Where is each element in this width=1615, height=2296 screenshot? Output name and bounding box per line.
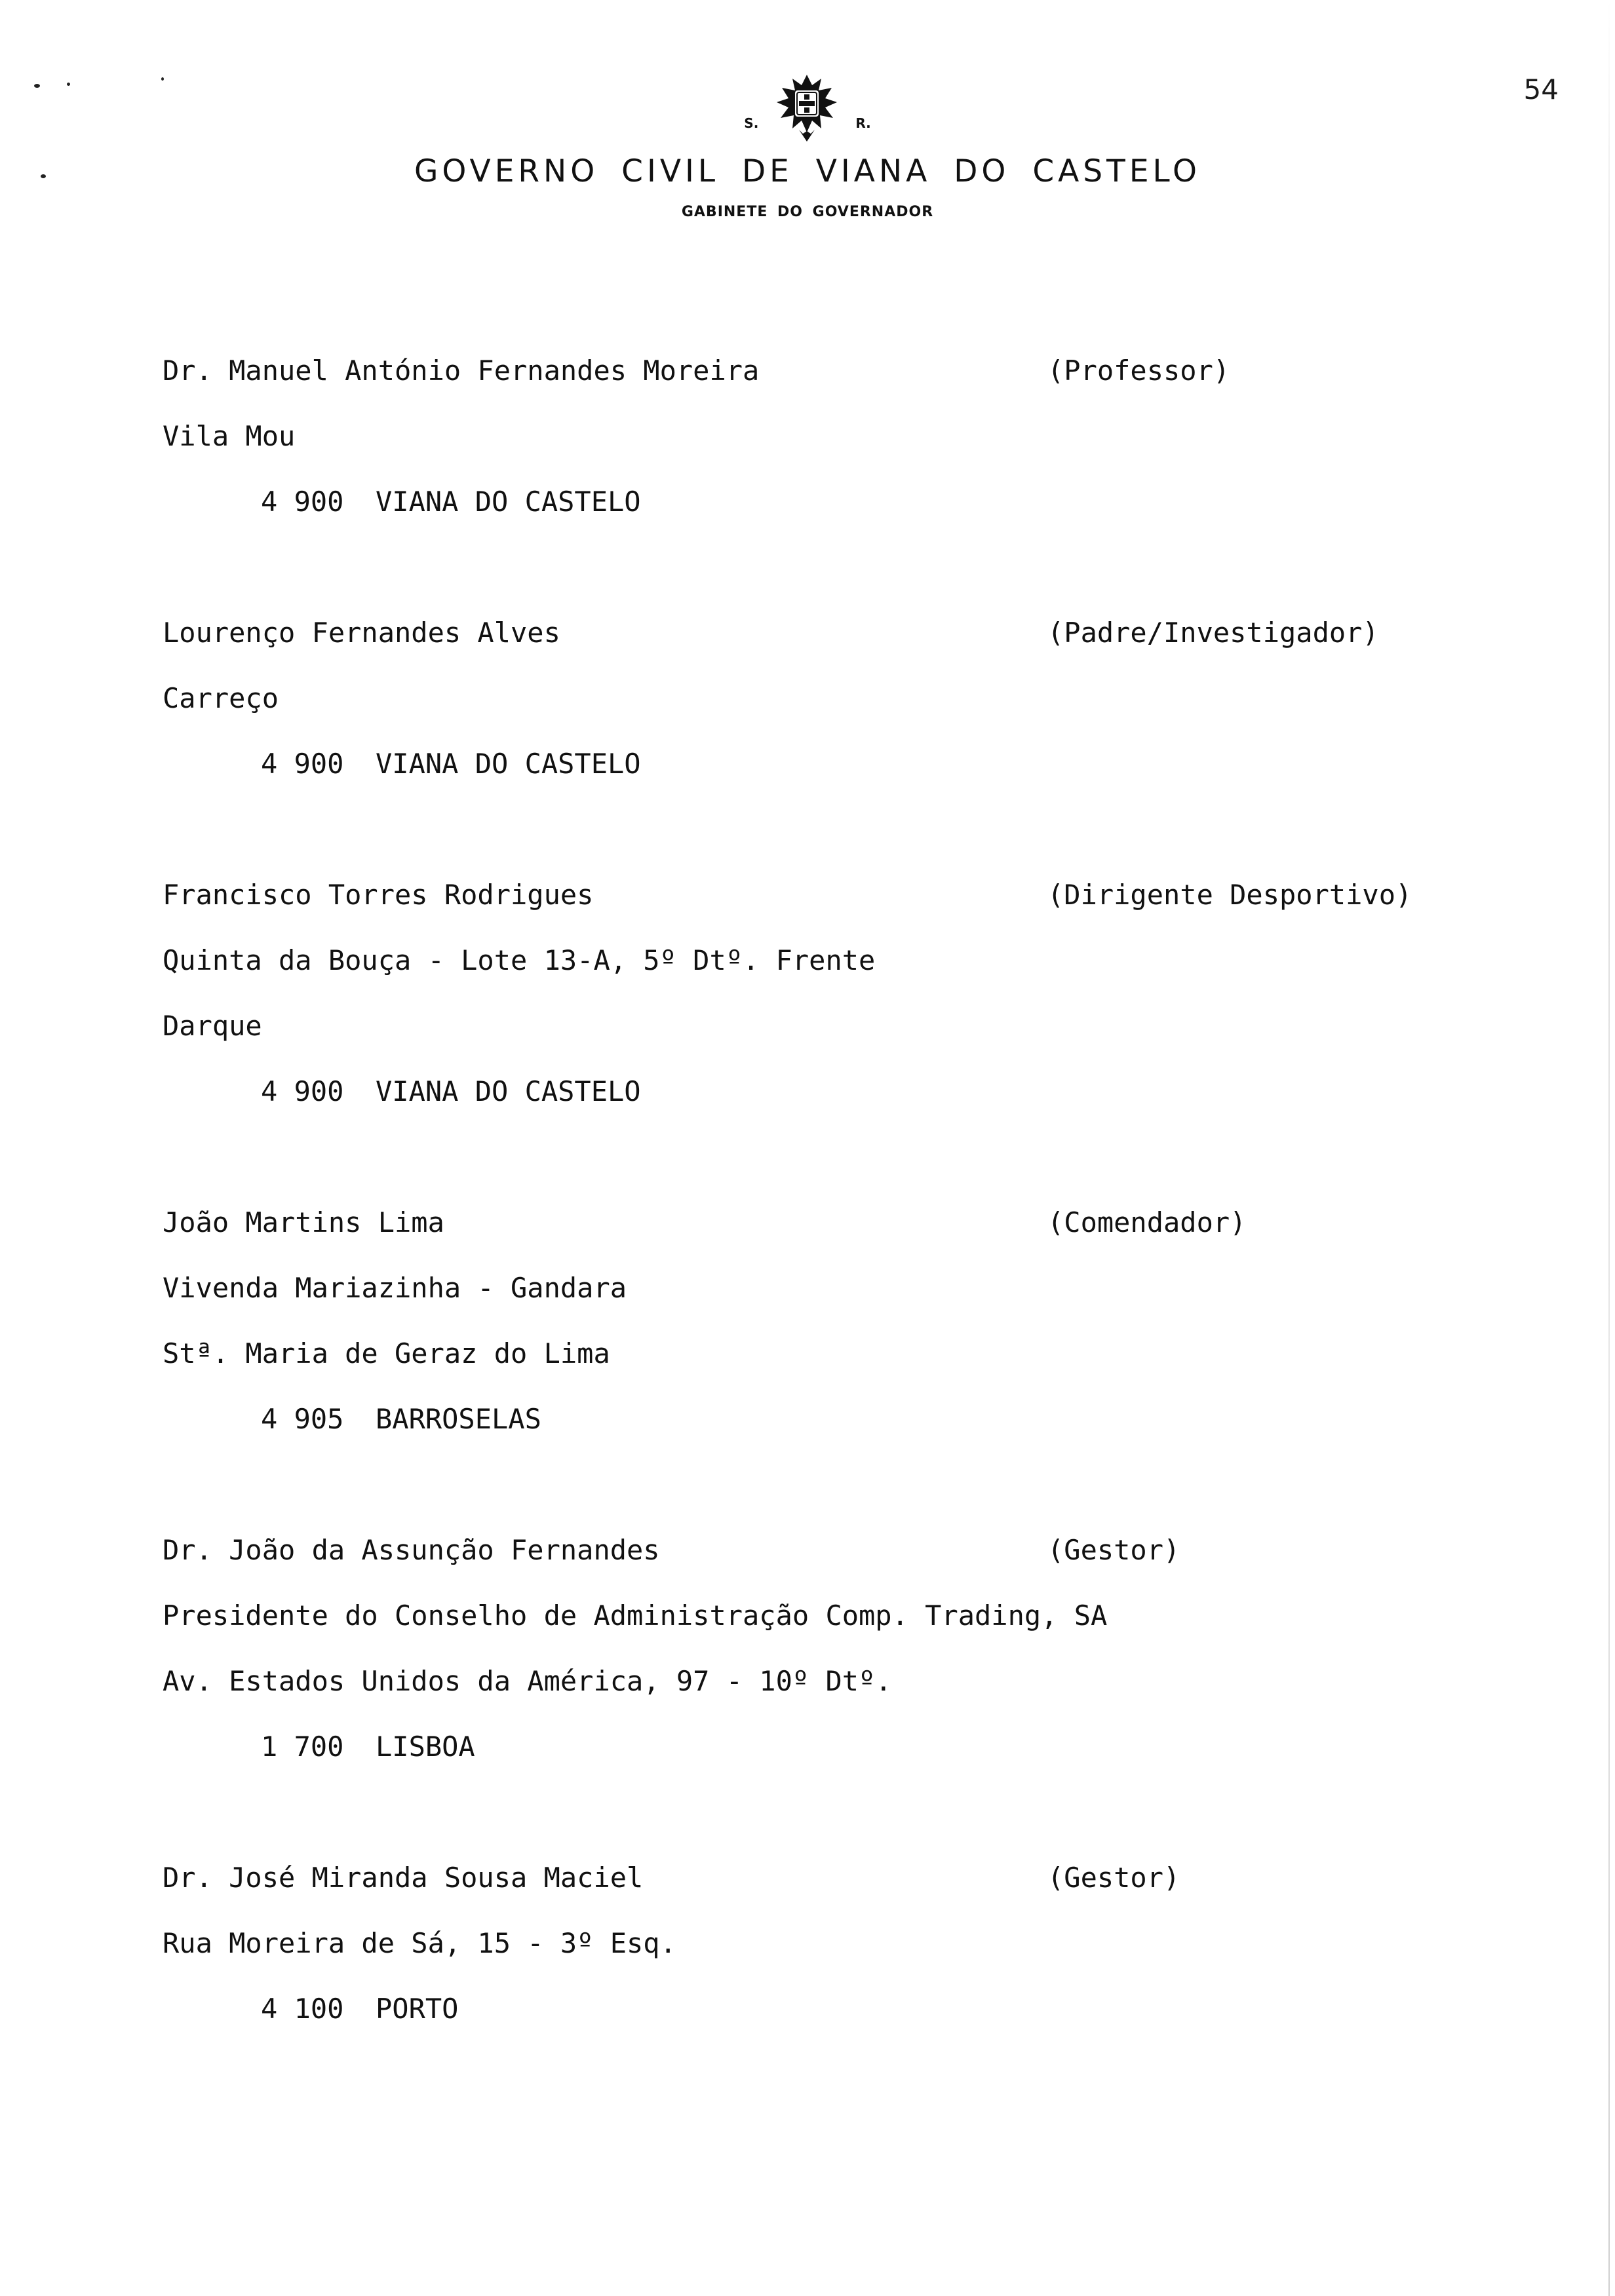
coat-of-arms-icon <box>773 72 841 144</box>
address-line: Vivenda Mariazinha - Gandara <box>163 1272 627 1304</box>
postal-code: 4 900 <box>261 748 344 780</box>
address-entry <box>163 351 1473 548</box>
person-name: Lourenço Fernandes Alves <box>163 617 560 649</box>
city: VIANA DO CASTELO <box>376 748 641 780</box>
address-line: Stª. Maria de Geraz do Lima <box>163 1337 610 1369</box>
city: PORTO <box>376 1993 459 2025</box>
person-role: (Dirigente Desportivo) <box>1047 879 1412 911</box>
person-role: (Gestor) <box>1047 1862 1180 1894</box>
postal-line <box>163 1727 1473 1793</box>
address-entry <box>163 875 1473 1138</box>
entry-header <box>163 1203 1473 1269</box>
person-name: Francisco Torres Rodrigues <box>163 879 594 911</box>
postal-line <box>163 1072 1473 1138</box>
postal-code: 4 905 <box>261 1403 344 1435</box>
city: LISBOA <box>376 1731 475 1763</box>
entry-header <box>163 351 1473 417</box>
city: VIANA DO CASTELO <box>376 1075 641 1107</box>
person-name: Dr. João da Assunção Fernandes <box>163 1534 660 1566</box>
address-entry <box>163 613 1473 810</box>
postal-line <box>163 1989 1473 2055</box>
person-role: (Professor) <box>1047 354 1230 387</box>
address-entry <box>163 1858 1473 2055</box>
person-role: (Comendador) <box>1047 1206 1247 1238</box>
entry-header <box>163 875 1473 941</box>
address-list <box>163 351 1473 2120</box>
person-role: (Padre/Investigador) <box>1047 617 1379 649</box>
address-line: Carreço <box>163 682 279 714</box>
address-entry <box>163 1203 1473 1465</box>
seal-letter-right: R. <box>855 115 871 131</box>
address-line: Rua Moreira de Sá, 15 - 3º Esq. <box>163 1927 676 1959</box>
postal-code: 4 900 <box>261 1075 344 1107</box>
entry-header <box>163 1858 1473 1924</box>
postal-code: 4 100 <box>261 1993 344 2025</box>
seal-letter-left: S. <box>744 115 759 131</box>
address-entry <box>163 1531 1473 1793</box>
postal-line <box>163 744 1473 810</box>
address-line: Presidente do Conselho de Administração Comp. Trading, SA <box>163 1599 1108 1632</box>
entry-header <box>163 613 1473 679</box>
seal-row <box>0 66 1615 144</box>
scan-edge-line <box>1608 0 1610 2296</box>
page-number: 54 <box>1523 73 1559 105</box>
person-name: Dr. Manuel António Fernandes Moreira <box>163 354 760 387</box>
city: VIANA DO CASTELO <box>376 486 641 518</box>
postal-line <box>163 482 1473 548</box>
address-line: Darque <box>163 1010 262 1042</box>
person-role: (Gestor) <box>1047 1534 1180 1566</box>
postal-line <box>163 1400 1473 1465</box>
address-line: Av. Estados Unidos da América, 97 - 10º Dtº. <box>163 1665 892 1697</box>
person-name: Dr. José Miranda Sousa Maciel <box>163 1862 644 1894</box>
organization-title: GOVERNO CIVIL DE VIANA DO CASTELO <box>414 153 1201 189</box>
organization-subtitle: GABINETE DO GOVERNADOR <box>681 204 934 220</box>
city: BARROSELAS <box>376 1403 541 1435</box>
postal-code: 1 700 <box>261 1731 344 1763</box>
address-line: Quinta da Bouça - Lote 13-A, 5º Dtº. Frente <box>163 944 876 976</box>
letterhead <box>0 66 1615 220</box>
person-name: João Martins Lima <box>163 1206 444 1238</box>
address-line: Vila Mou <box>163 420 296 452</box>
postal-code: 4 900 <box>261 486 344 518</box>
entry-header <box>163 1531 1473 1596</box>
